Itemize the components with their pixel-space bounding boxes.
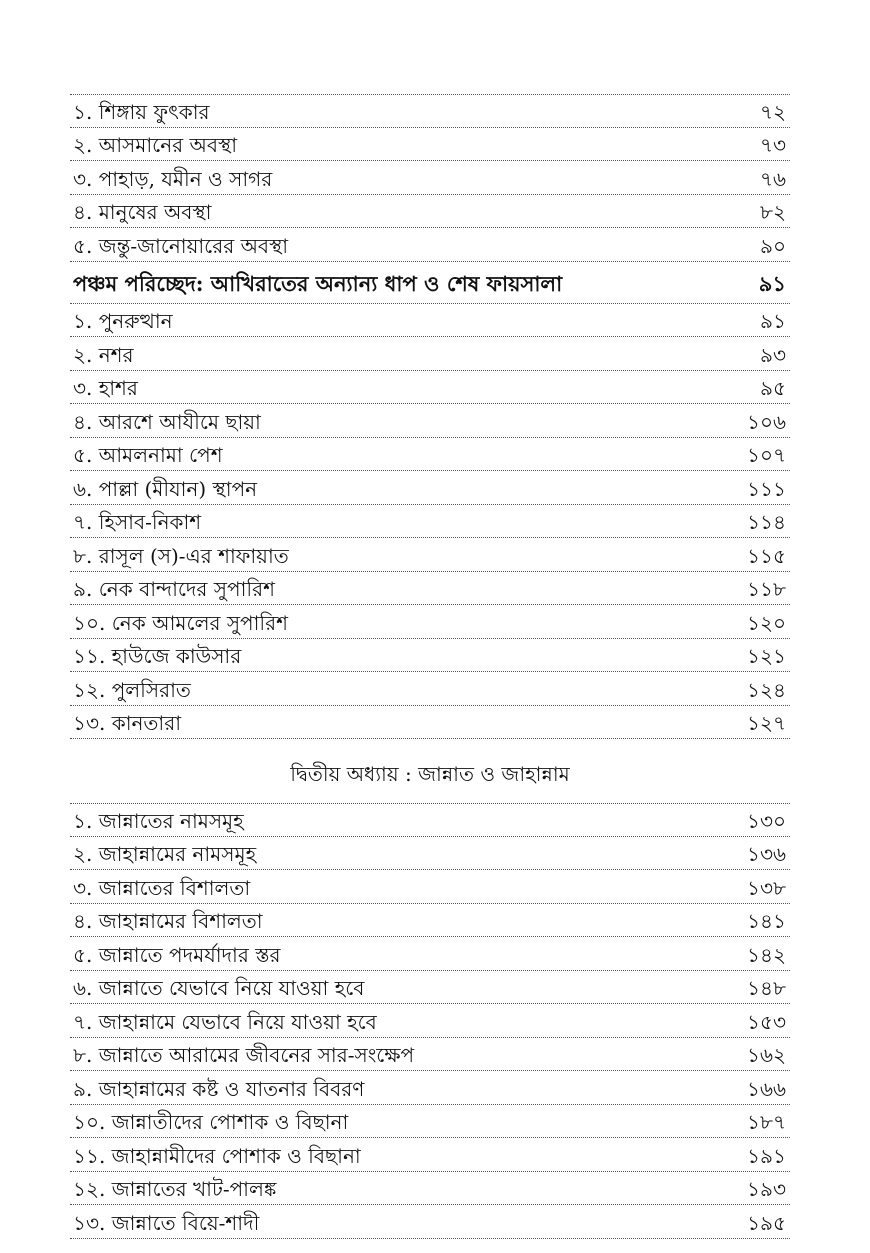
toc-entry-page: ৯৫ (760, 376, 786, 400)
toc-entry-page: ১১১ (747, 476, 786, 501)
toc-entry-title: ৩. হাশর (73, 376, 138, 400)
toc-row (70, 228, 790, 262)
toc-row (70, 337, 790, 371)
toc-row (70, 161, 790, 195)
toc-entry-page: ৯০ (760, 233, 786, 258)
toc-entry-title: ৭. জাহান্নামে যেভাবে নিয়ে যাওয়া হবে (73, 1009, 377, 1034)
toc-row (70, 870, 790, 904)
toc-row (70, 538, 790, 572)
chapter-title: দ্বিতীয় অধ্যায় : জান্নাত ও জাহান্নাম (290, 762, 570, 786)
toc-entry-page: ১৩০ (747, 808, 786, 833)
toc-row (70, 672, 790, 706)
toc-entry-page: ১৩৮ (747, 875, 786, 900)
toc-row (70, 471, 790, 505)
toc-entry-title: ১০. নেক আমলের সুপারিশ (73, 610, 288, 635)
toc-entry-page: ১১৪ (747, 510, 786, 534)
toc-entry-title: ৫. জান্নাতে পদমর্যাদার স্তর (73, 942, 281, 967)
toc-entry-title: ২. জাহান্নামের নামসমূহ (73, 842, 257, 866)
toc-lower (70, 803, 790, 1239)
toc-entry-title: ৬. পাল্লা (মীযান) স্থাপন (73, 476, 258, 501)
toc-entry-title: ২. নশর (73, 342, 134, 367)
toc-row (70, 639, 790, 673)
toc-entry-title: ৪. মানুষের অবস্থা (73, 200, 212, 224)
section-heading-page: ৯১ (758, 270, 786, 296)
toc-entry-page: ১১৮ (747, 577, 786, 601)
toc-entry-title: ৪. আরশে আযীমে ছায়া (73, 409, 261, 434)
toc-entry-page: ১২১ (747, 644, 786, 668)
toc-entry-title: ১. পুনরুত্থান (73, 309, 173, 333)
toc-row (70, 1205, 790, 1239)
toc-entry-page: ৭৬ (759, 166, 786, 191)
toc-row (70, 128, 790, 162)
toc-entry-page: ১৯৩ (747, 1177, 786, 1201)
toc-entry-title: ৫. আমলনামা পেশ (73, 443, 223, 467)
toc-entry-title: ১২. জান্নাতের খাট-পালঙ্ক (73, 1177, 277, 1201)
toc-row (70, 195, 790, 229)
toc-entry-page: ১৪২ (747, 942, 786, 967)
toc-row (70, 572, 790, 606)
toc-entry-title: ২. আসমানের অবস্থা (73, 133, 237, 157)
toc-upper (70, 94, 790, 739)
toc-entry-page: ১২০ (747, 610, 786, 635)
toc-entry-title: ১০. জান্নাতীদের পোশাক ও বিছানা (73, 1110, 349, 1134)
toc-entry-page: ৭২ (759, 99, 786, 124)
toc-row (70, 605, 790, 639)
toc-row (70, 1172, 790, 1206)
toc-entry-page: ১৬২ (747, 1043, 786, 1067)
toc-entry-title: ৯. নেক বান্দাদের সুপারিশ (73, 577, 275, 601)
toc-row (70, 937, 790, 971)
toc-entry-title: ১. শিঙ্গায় ফুৎকার (73, 99, 210, 124)
toc-entry-page: ১২৪ (747, 677, 786, 702)
toc-row (70, 904, 790, 938)
toc-entry-page: ১৩৬ (747, 842, 786, 866)
toc-row (70, 438, 790, 472)
section-heading-title: পঞ্চম পরিচ্ছেদ: আখিরাতের অন্যান্য ধাপ ও শেষ ফায়সালা (73, 270, 563, 296)
toc-entry-page: ১৫৩ (747, 1009, 786, 1034)
toc-entry-page: ১৯১ (747, 1143, 786, 1168)
toc-entry-page: ১২৭ (747, 711, 786, 735)
toc-entry-page: ১৬৬ (747, 1076, 786, 1101)
toc-entry-title: ৩. জান্নাতের বিশালতা (73, 875, 251, 900)
toc-row (70, 1138, 790, 1172)
toc-row (70, 1038, 790, 1072)
toc-entry-title: ৮. জান্নাতে আরামের জীবনের সার-সংক্ষেপ (73, 1043, 415, 1067)
toc-row (70, 304, 790, 338)
toc-entry-title: ৮. রাসূল (স)-এর শাফায়াত (73, 543, 289, 568)
toc-entry-title: ১৩. কানতারা (73, 711, 182, 735)
toc-entry-page: ৯১ (760, 309, 786, 333)
toc-entry-page: ১০৭ (747, 443, 786, 467)
toc-row (70, 971, 790, 1005)
toc-entry-title: ৬. জান্নাতে যেভাবে নিয়ে যাওয়া হবে (73, 976, 365, 1000)
toc-entry-title: ১. জান্নাতের নামসমূহ (73, 808, 244, 833)
toc-row (70, 1105, 790, 1139)
toc-entry-title: ১২. পুলসিরাত (73, 677, 191, 702)
toc-row (70, 1071, 790, 1105)
toc-entry-page: ১৮৭ (747, 1110, 786, 1134)
section-heading (70, 262, 790, 304)
toc-entry-page: ১১৫ (747, 543, 786, 568)
toc-row (70, 404, 790, 438)
toc-entry-title: ১১. হাউজে কাউসার (73, 644, 242, 668)
toc-row (70, 94, 790, 128)
toc-entry-title: ৩. পাহাড়, যমীন ও সাগর (73, 166, 273, 191)
toc-entry-page: ৮২ (760, 200, 786, 224)
toc-entry-page: ১৪১ (747, 909, 786, 933)
toc-row (70, 706, 790, 740)
toc-row (70, 803, 790, 837)
toc-row (70, 505, 790, 539)
toc-entry-title: ১১. জাহান্নামীদের পোশাক ও বিছানা (73, 1143, 361, 1168)
toc-entry-title: ৯. জাহান্নামের কষ্ট ও যাতনার বিবরণ (73, 1076, 365, 1101)
toc-entry-page: ১৯৫ (747, 1210, 786, 1235)
toc-entry-title: ১৩. জান্নাতে বিয়ে-শাদী (73, 1210, 260, 1235)
toc-row (70, 1004, 790, 1038)
toc-row (70, 371, 790, 405)
toc-row (70, 837, 790, 871)
toc-entry-page: ৯৩ (760, 342, 786, 367)
toc-entry-title: ৪. জাহান্নামের বিশালতা (73, 909, 263, 933)
toc-entry-page: ১০৬ (747, 409, 786, 434)
toc-entry-title: ৭. হিসাব-নিকাশ (73, 510, 202, 534)
toc-entry-page: ১৪৮ (747, 976, 786, 1000)
toc-entry-page: ৭৩ (759, 133, 786, 157)
toc-entry-title: ৫. জন্তু-জানোয়ারের অবস্থা (73, 233, 289, 258)
